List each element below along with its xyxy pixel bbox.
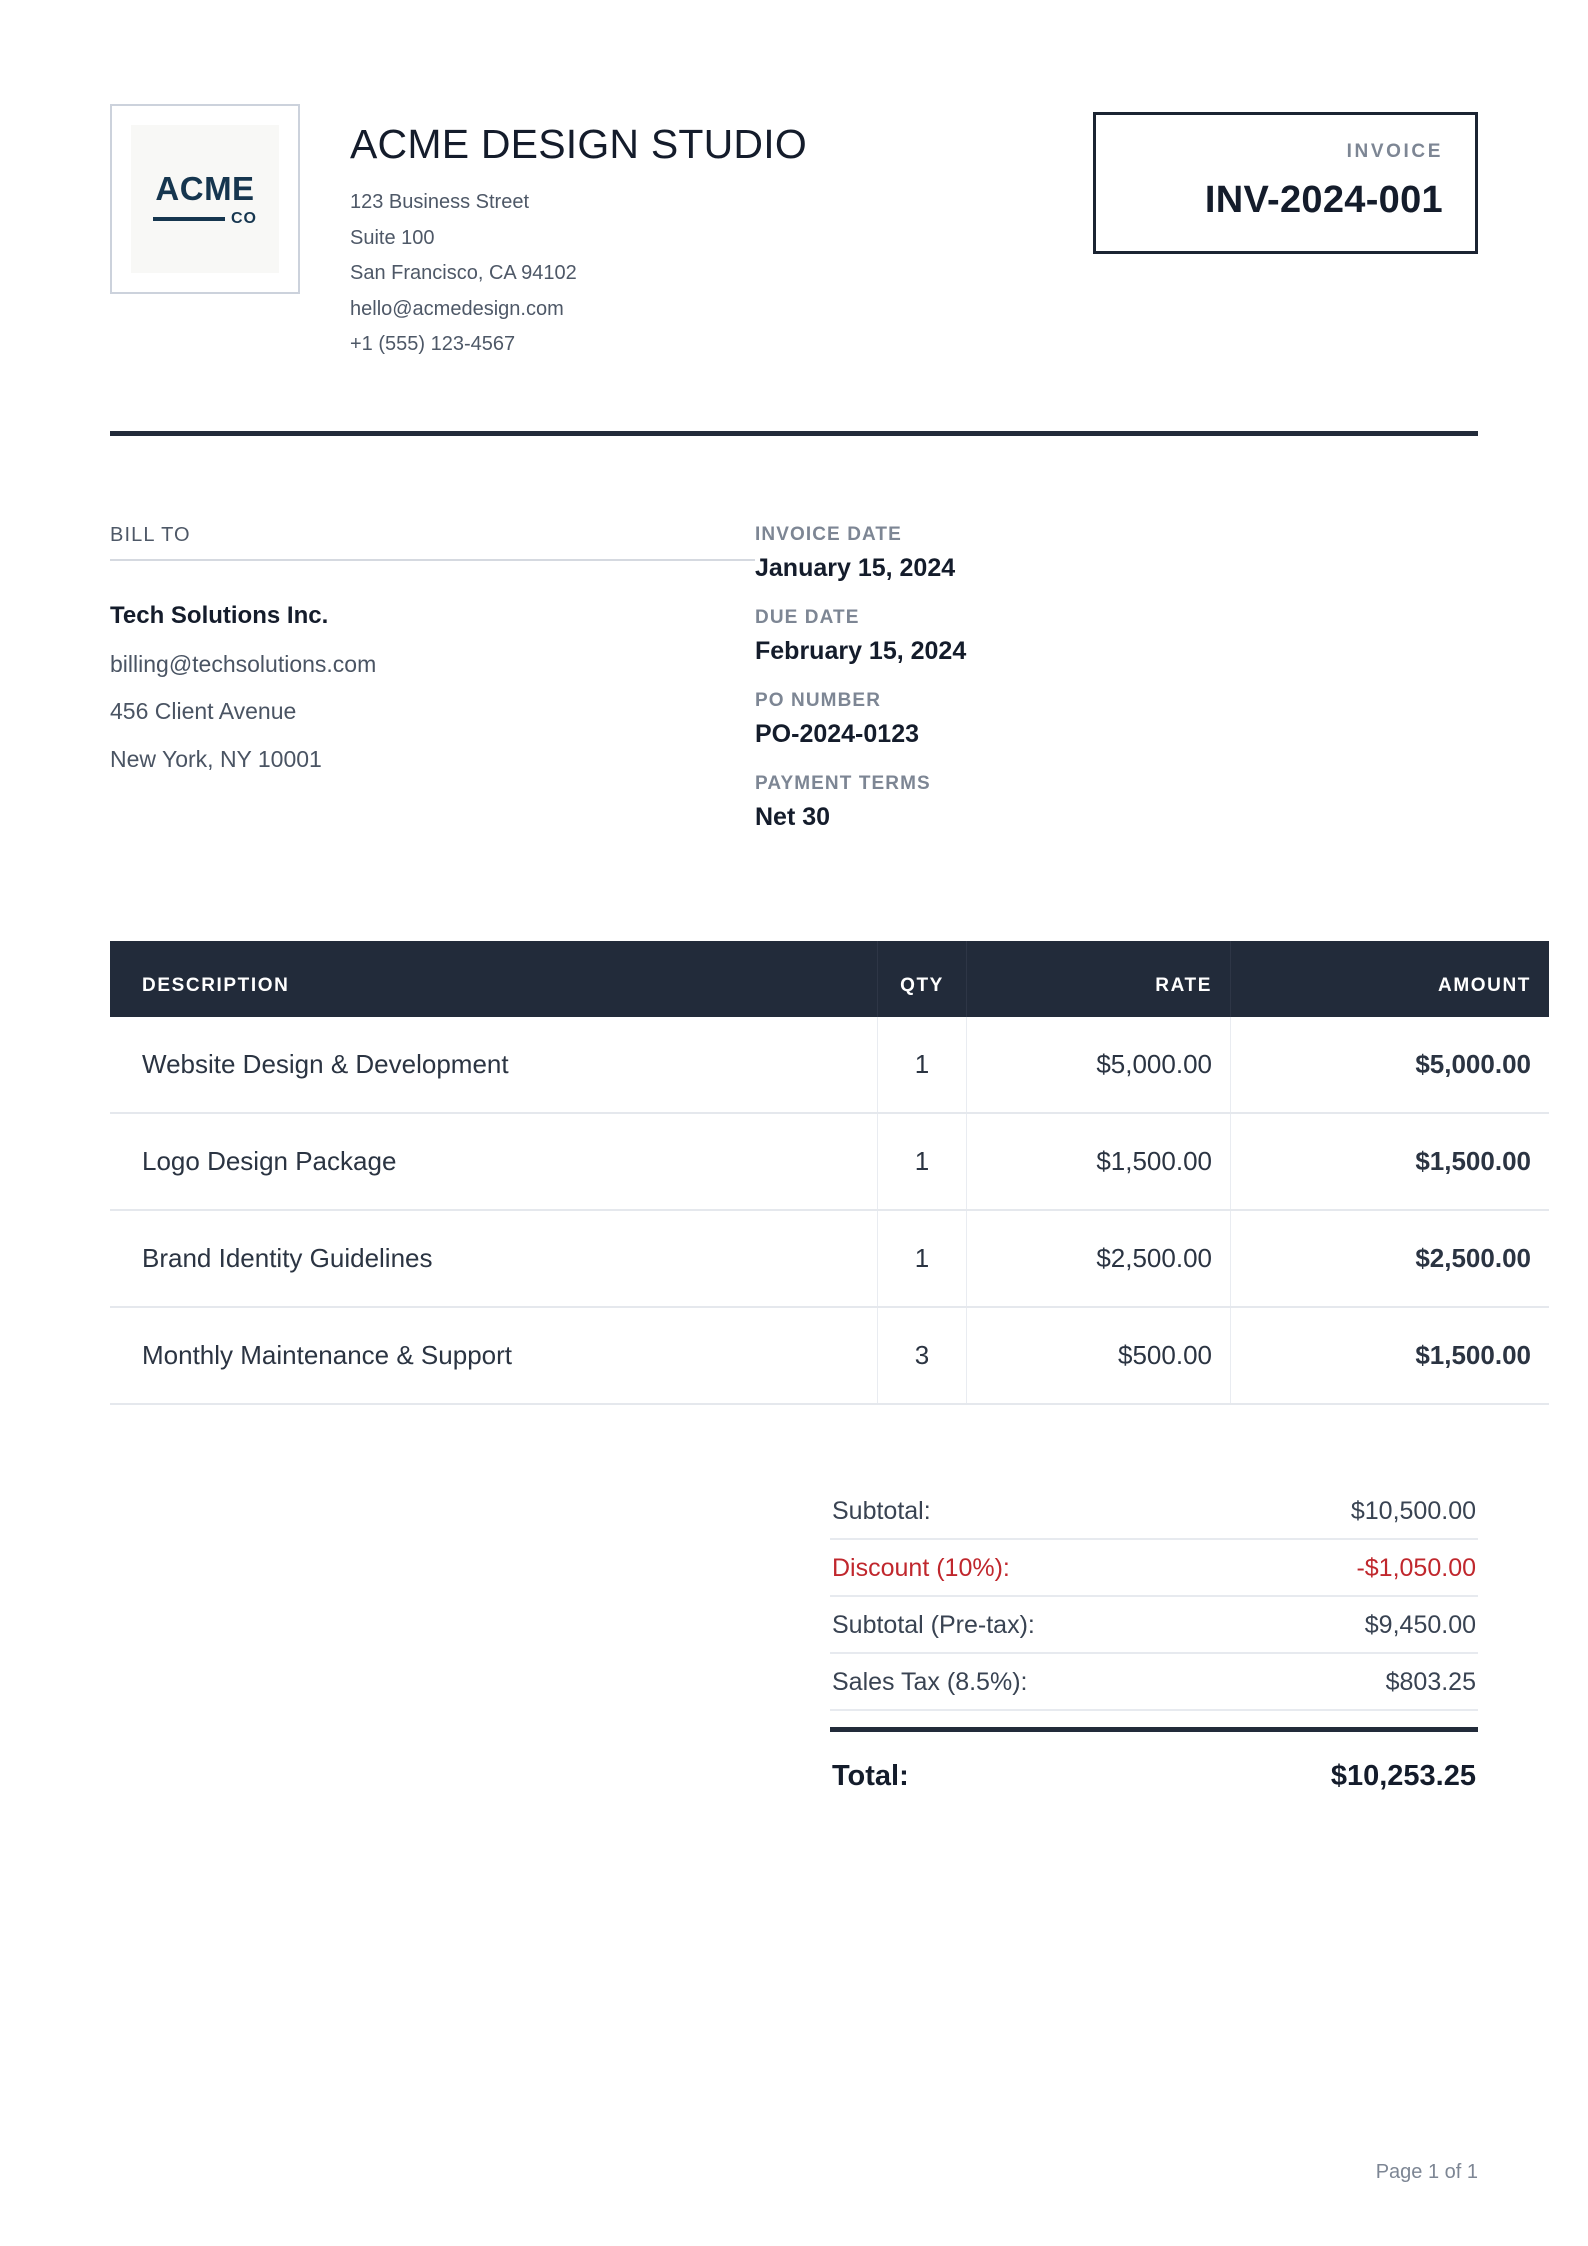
totals-row-sales-tax bbox=[830, 1654, 1478, 1711]
table-row bbox=[110, 1017, 1549, 1113]
payment-terms-label: PAYMENT TERMS bbox=[755, 773, 931, 795]
invoice-number-value: INV-2024-001 bbox=[1204, 179, 1443, 221]
line-items-header bbox=[110, 941, 1549, 1017]
column-header-amount: AMOUNT bbox=[1231, 941, 1550, 1017]
line-item-amount: $1,500.00 bbox=[1231, 1307, 1550, 1404]
logo-inner bbox=[131, 125, 279, 273]
company-email: hello@acmedesign.com bbox=[350, 297, 564, 320]
line-item-rate: $5,000.00 bbox=[967, 1017, 1231, 1113]
po-number-label: PO NUMBER bbox=[755, 690, 882, 712]
pretax-subtotal-value: $9,450.00 bbox=[1364, 1611, 1476, 1640]
line-item-qty: 1 bbox=[878, 1113, 967, 1210]
totals-list bbox=[830, 1483, 1478, 1805]
totals-row-discount bbox=[830, 1540, 1478, 1597]
company-address-line: Suite 100 bbox=[350, 226, 435, 249]
client-address-line: New York, NY 10001 bbox=[110, 745, 322, 772]
parties-section bbox=[110, 436, 1478, 856]
totals-row-subtotal bbox=[830, 1483, 1478, 1540]
invoice-header bbox=[110, 0, 1478, 363]
company-name: ACME DESIGN STUDIO bbox=[350, 121, 807, 167]
po-number-value: PO-2024-0123 bbox=[755, 720, 920, 749]
bill-to-block bbox=[110, 524, 755, 856]
invoice-date-value: January 15, 2024 bbox=[755, 554, 956, 583]
page-footer: Page 1 of 1 bbox=[1375, 2161, 1478, 2183]
total-value: $10,253.25 bbox=[1330, 1760, 1476, 1793]
invoice-date-label: INVOICE DATE bbox=[755, 524, 902, 546]
table-row bbox=[110, 1210, 1549, 1307]
due-date-value: February 15, 2024 bbox=[755, 637, 967, 666]
company-identity bbox=[110, 104, 807, 363]
company-address-line: 123 Business Street bbox=[350, 191, 529, 214]
company-address-line: San Francisco, CA 94102 bbox=[350, 262, 577, 285]
column-header-description: DESCRIPTION bbox=[110, 941, 878, 1017]
invoice-number-badge bbox=[1093, 112, 1478, 254]
line-item-amount: $2,500.00 bbox=[1231, 1210, 1550, 1307]
totals-row-pretax-subtotal bbox=[830, 1597, 1478, 1654]
line-item-qty: 1 bbox=[878, 1017, 967, 1113]
line-item-description: Brand Identity Guidelines bbox=[110, 1210, 878, 1307]
subtotal-label: Subtotal: bbox=[832, 1497, 931, 1526]
line-item-description: Monthly Maintenance & Support bbox=[110, 1307, 878, 1404]
column-header-rate: RATE bbox=[967, 941, 1231, 1017]
company-phone: +1 (555) 123-4567 bbox=[350, 333, 516, 356]
company-logo bbox=[110, 104, 300, 294]
due-date-label: DUE DATE bbox=[755, 607, 860, 629]
line-item-qty: 3 bbox=[878, 1307, 967, 1404]
total-label: Total: bbox=[832, 1760, 909, 1793]
line-item-rate: $2,500.00 bbox=[967, 1210, 1231, 1307]
line-items-body bbox=[110, 1017, 1549, 1404]
invoice-meta-block bbox=[755, 524, 1478, 856]
client-address-line: 456 Client Avenue bbox=[110, 698, 297, 725]
logo-rule bbox=[153, 217, 225, 221]
company-details bbox=[350, 104, 807, 363]
column-header-qty: QTY bbox=[878, 941, 967, 1017]
subtotal-value: $10,500.00 bbox=[1350, 1497, 1476, 1526]
totals-row-total bbox=[830, 1727, 1478, 1805]
logo-rule-row bbox=[153, 211, 257, 227]
line-item-rate: $1,500.00 bbox=[967, 1113, 1231, 1210]
discount-label: Discount (10%): bbox=[832, 1554, 1010, 1583]
logo-wordmark: ACME bbox=[155, 169, 255, 207]
client-email: billing@techsolutions.com bbox=[110, 650, 377, 677]
line-item-amount: $1,500.00 bbox=[1231, 1113, 1550, 1210]
line-item-amount: $5,000.00 bbox=[1231, 1017, 1550, 1113]
table-row bbox=[110, 1307, 1549, 1404]
logo-sub-wordmark: CO bbox=[231, 209, 257, 227]
line-item-description: Logo Design Package bbox=[110, 1113, 878, 1210]
sales-tax-value: $803.25 bbox=[1385, 1668, 1476, 1697]
line-item-qty: 1 bbox=[878, 1210, 967, 1307]
line-item-description: Website Design & Development bbox=[110, 1017, 878, 1113]
sales-tax-label: Sales Tax (8.5%): bbox=[832, 1668, 1028, 1697]
line-items-table bbox=[110, 941, 1549, 1405]
bill-to-label: BILL TO bbox=[110, 524, 755, 561]
line-item-rate: $500.00 bbox=[967, 1307, 1231, 1404]
discount-value: -$1,050.00 bbox=[1356, 1554, 1476, 1583]
invoice-badge-label: INVOICE bbox=[1346, 141, 1443, 162]
totals-section bbox=[110, 1483, 1478, 1805]
client-name: Tech Solutions Inc. bbox=[110, 602, 329, 630]
payment-terms-value: Net 30 bbox=[755, 803, 831, 832]
table-row bbox=[110, 1113, 1549, 1210]
pretax-subtotal-label: Subtotal (Pre-tax): bbox=[832, 1611, 1035, 1640]
table-header-row bbox=[110, 941, 1549, 1017]
